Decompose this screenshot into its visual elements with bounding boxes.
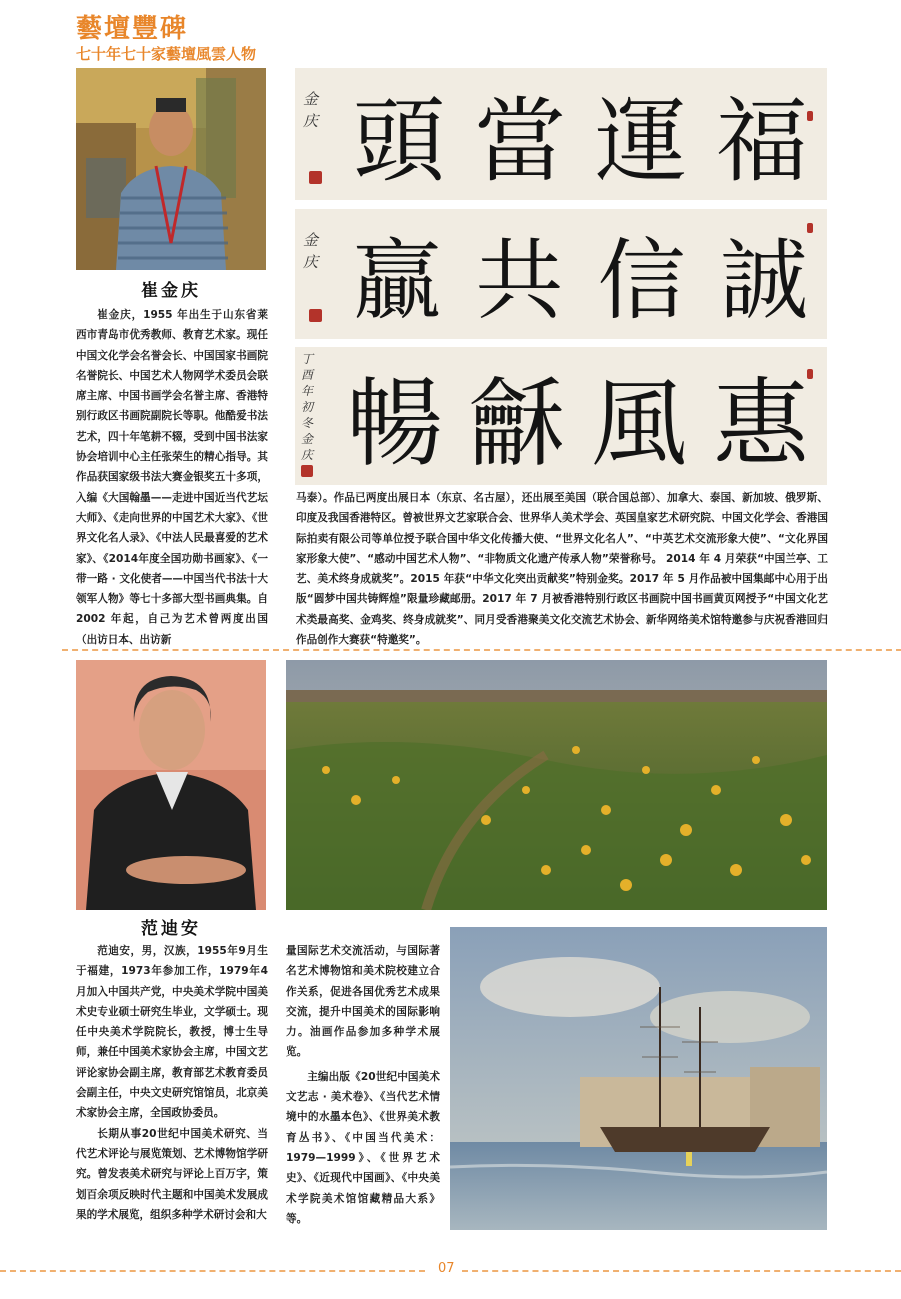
artist1-portrait	[76, 68, 266, 270]
section-divider	[62, 649, 901, 651]
artist2-portrait	[76, 660, 266, 910]
calligraphy-char: 運	[594, 88, 687, 195]
page-subtitle: 七十年七十家藝壇風雲人物	[76, 45, 257, 63]
calligraphy-signature-2: 金庆	[303, 231, 319, 271]
artist1-bio-right-text: 马泰）。作品已两度出展日本（东京、名古屋），还出展至美国（联合国总部）、加拿大、泰国、新加坡、俄罗斯、印度及我国香港特区。曾被世界文艺家联合会、世界华人美术学会、英国皇家艺术研究院、中国文化学会、香港国际拍卖有限公司等单位授予联合国中华文化传播大使、“世界文化名人”、“中英艺术交流形象大使”、“文化界国家形象大使”、“感动中国艺术人物”、“非物质文化遗产传承人物”荣誉称号。 2014 年 4 月荣获“中国兰亭、工艺、美术终身成就奖”。2015 年获“中华文化突出贡献奖”特别金奖。2017 年 5 月作品被中国集邮中心用于出版“圆梦中国共铸辉煌”限量珍藏邮册。2017 年 7 月被香港特别行政区书画院中国书画黄页网授予“中国文化艺术类最高奖、金鸡奖、终身成就奖”、同月受香港聚美文化交流艺术协会、新华网络美术馆特邀参与庆祝香港回归作品创作大赛获“特邀奖”。	[296, 492, 828, 647]
calligraphy-panel-2	[295, 209, 827, 339]
calligraphy-char: 風	[591, 367, 687, 480]
artist1-bio-right	[296, 488, 828, 650]
footer-divider-right	[462, 1270, 901, 1272]
calligraphy-char: 福	[715, 88, 808, 195]
calligraphy-char: 當	[473, 88, 566, 195]
calligraphy-char: 贏	[353, 229, 442, 332]
artist2-name: 范迪安	[141, 919, 201, 939]
artist2-bio-p4: 主编出版《20世纪中国美术文艺志 · 美术卷》、《当代艺术情境中的水墨本色》、《世界美术教育丛书》、《中国当代美术：1979—1999》、《世界艺术史》、《近现代中国画》、《中央美术学院美术馆馆藏精品大系》等。	[286, 1070, 440, 1225]
seal-icon	[301, 465, 313, 477]
calligraphy-signature-3: 丁酉年初冬金庆	[301, 352, 314, 462]
artist1-name: 崔金庆	[141, 281, 201, 301]
artist1-bio-left-text: 崔金庆，1955 年出生于山东省莱西市青岛市优秀教师、教育艺术家。现任中国文化学会名誉会长、中国国家书画院名誉院长、中国艺术人物网学术委员会联席主席、中国书画学会名誉主席、香港特别行政区书画院副院长等职。他酷爱书法艺术，四十年笔耕不辍，受到中国书法家协会培训中心主任张荣生的精心指导。其作品获国家级书法大赛金银奖五十多项，入编《大国翰墨——走进中国近当代艺坛大师》、《走向世界的中国艺术大家》、《世界文化名人录》、《中法人民最喜爱的艺术家》、《2014年度全国功勋书画家》、《一带一路 · 文化使者——中国当代书法十大领军人物》等七十多部大型书画典集。自 2002 年起，自己为艺术曾两度出国（出访日本、出访新	[76, 309, 268, 646]
calligraphy-char: 共	[475, 229, 564, 332]
artist2-bio-middle	[286, 941, 440, 1229]
artist2-bio-p2: 长期从事20世纪中国美术研究、当代艺术评论与展览策划、艺术博物馆学研究。曾发表美术研究与评论上百万字，策划百余项反映时代主题和中国美术发展成果的学术展览，组织多种学术研讨会和大	[76, 1127, 268, 1221]
painting-harbor-ship	[450, 927, 827, 1230]
calligraphy-char: 惠	[713, 367, 809, 480]
artist1-bio-left	[76, 305, 268, 650]
calligraphy-panel-3	[295, 347, 827, 485]
calligraphy-char: 誠	[719, 229, 808, 332]
seal-icon	[309, 171, 322, 184]
calligraphy-panel-1	[295, 68, 827, 200]
footer-divider-left	[0, 1270, 425, 1272]
calligraphy-signature-1: 金庆	[303, 90, 319, 130]
artist2-bio-left	[76, 941, 268, 1225]
artist2-bio-p1: 范迪安，男，汉族，1955年9月生于福建，1973年参加工作，1979年4月加入中国共产党，中央美术学院中国美术史专业硕士研究生毕业，文学硕士。现任中央美术学院院长，教授，博士生导师，兼任中国美术家协会主席，中国文艺评论家协会副主席，教育部艺术教育委员会副主任，中央文史研究馆馆员，北京美术家协会主席，全国政协委员。	[76, 945, 268, 1120]
calligraphy-char: 龢	[469, 367, 565, 480]
calligraphy-char: 信	[597, 229, 686, 332]
page-title: 藝壇豐碑	[76, 14, 189, 44]
seal-icon	[309, 309, 322, 322]
painting-sunflower-field	[286, 660, 827, 910]
calligraphy-char: 頭	[353, 88, 446, 195]
page-number: 07	[438, 1261, 455, 1276]
calligraphy-char: 暢	[347, 367, 443, 480]
artist2-bio-p3: 量国际艺术交流活动，与国际著名艺术博物馆和美术院校建立合作关系，促进各国优秀艺术成果交流，提升中国美术的国际影响力。油画作品参加多种学术展览。	[286, 945, 440, 1059]
